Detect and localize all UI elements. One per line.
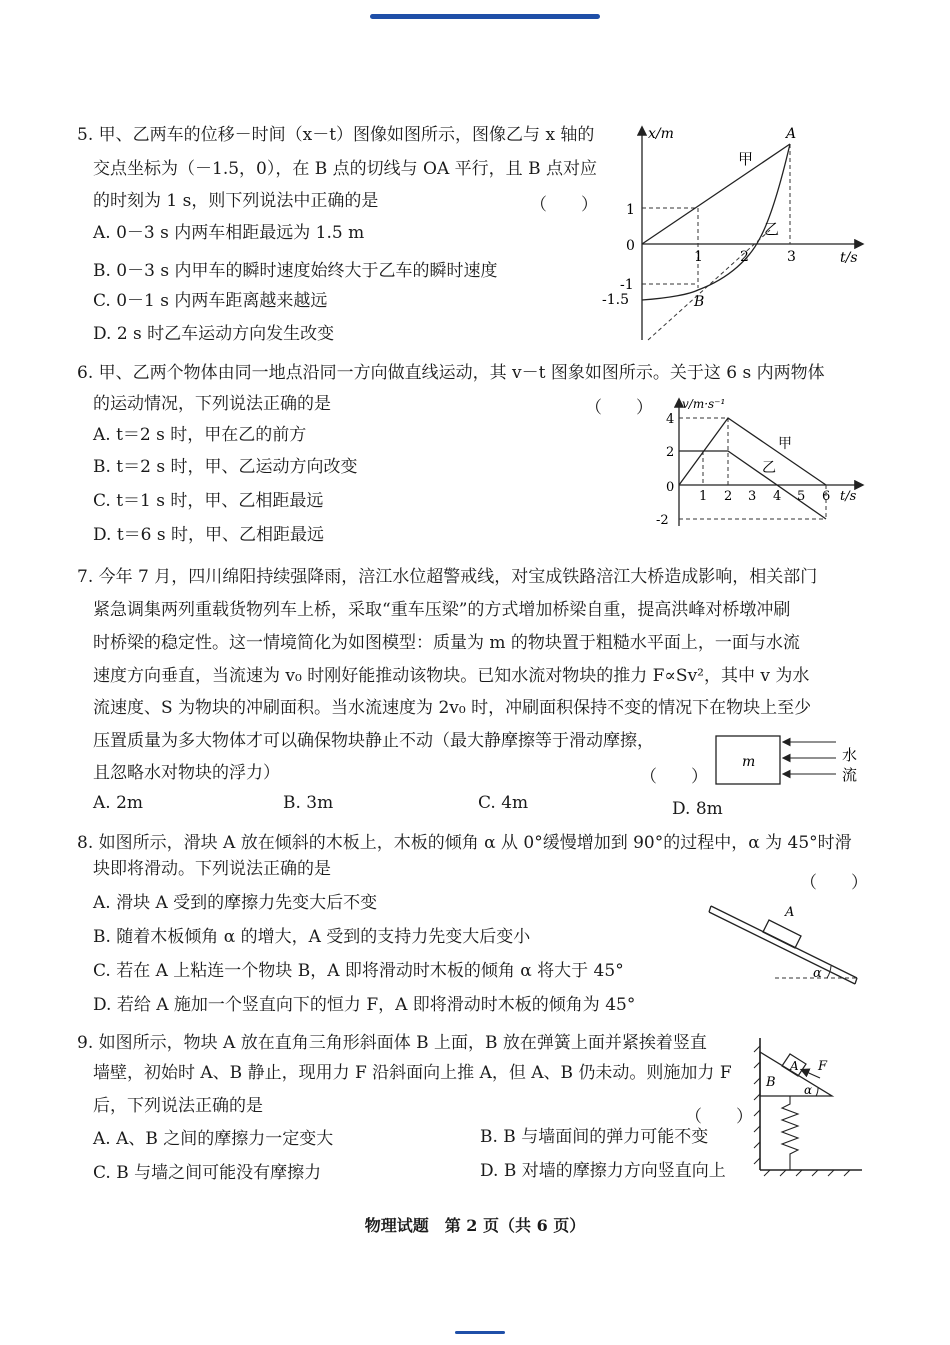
q6-option-b[interactable]: B. t＝2 s 时，甲、乙运动方向改变	[93, 457, 358, 477]
q8-board-end-left	[709, 906, 711, 912]
q6-stem-line-1: 6. 甲、乙两个物体由同一地点沿同一方向做直线运动，其 v－t 图象如图所示。关于这 6 s 内两物体	[77, 363, 825, 383]
q5-stem-line-1: 5. 甲、乙两车的位移－时间（x－t）图像如图所示，图像乙与 x 轴的	[77, 125, 595, 145]
q7-answer-blank[interactable]: （ ）	[640, 767, 708, 787]
bottom-decoration-bar	[455, 1331, 505, 1334]
q9-wall-hatch	[754, 1046, 760, 1164]
q6-stem-line-2: 的运动情况，下列说法正确的是	[93, 394, 331, 414]
q7-option-c[interactable]: C. 4m	[478, 793, 529, 813]
page-footer: 物理试题 第 2 页（共 6 页）	[364, 1216, 586, 1235]
q6-option-d[interactable]: D. t＝6 s 时，甲、乙相距最远	[93, 525, 325, 545]
q9-floor-hatch	[764, 1170, 850, 1176]
q5-stem-line-3: 的时刻为 1 s，则下列说法中正确的是	[93, 191, 379, 211]
q9-label-f: F	[818, 1059, 828, 1074]
q7-stem-line-2: 紧急调集两列重载货物列车上桥，采取“重车压梁”的方式增加桥梁自重，提高洪峰对桥墩冲刷	[93, 600, 791, 620]
q5-origin-label: 0	[626, 238, 635, 254]
q7-stem-line-5: 流速度、S 为物块的冲刷面积。当水流速度为 2v₀ 时，冲刷面积保持不变的情况下在物块上至少	[93, 698, 812, 718]
q5-ytick-minus1: -1	[620, 277, 634, 293]
q6-x-axis-label: t/s	[840, 489, 857, 504]
q7-option-d[interactable]: D. 8m	[672, 799, 723, 819]
q5-point-a: A	[786, 126, 797, 142]
q6-xtick-1: 1	[699, 489, 708, 504]
q9-wedge-figure	[750, 1032, 865, 1177]
q7-water-label-2: 流	[842, 766, 858, 784]
q5-label-jia: 甲	[738, 150, 754, 168]
q5-x-axis-label: t/s	[840, 250, 858, 266]
q6-vt-graph	[650, 394, 865, 534]
q9-option-b[interactable]: B. B 与墙面间的弹力可能不变	[480, 1127, 709, 1147]
q9-label-a: A	[790, 1059, 799, 1073]
q7-water-label-1: 水	[842, 746, 858, 764]
q6-xtick-6: 6	[822, 489, 831, 504]
q6-label-yi: 乙	[762, 460, 776, 476]
q9-spring	[782, 1096, 798, 1170]
q8-stem-line-2: 块即将滑动。下列说法正确的是	[93, 859, 331, 879]
q5-point-b: B	[694, 294, 705, 310]
q5-xtick-3: 3	[787, 249, 796, 265]
q5-y-axis-label: x/m	[648, 126, 674, 142]
q5-xtick-2: 2	[740, 249, 749, 265]
q5-ytick-minus1-5: -1.5	[602, 292, 629, 308]
q6-xtick-5: 5	[797, 489, 806, 504]
q7-stem-line-3: 时桥梁的稳定性。这一情境简化为如图模型：质量为 m 的物块置于粗糙水平面上，一面与水流	[93, 633, 800, 653]
q5-option-c[interactable]: C. 0－1 s 内两车距离越来越远	[93, 291, 328, 311]
q5-label-yi: 乙	[764, 220, 780, 238]
q9-stem-line-3: 后，下列说法正确的是	[93, 1096, 263, 1116]
q7-block-label: m	[742, 754, 756, 770]
q5-answer-blank[interactable]: （ ）	[530, 195, 598, 215]
q8-option-a[interactable]: A. 滑块 A 受到的摩擦力先变大后不变	[93, 893, 378, 913]
q8-option-b[interactable]: B. 随着木板倾角 α 的增大，A 受到的支持力先变大后变小	[93, 927, 531, 947]
q6-ytick-2: 2	[666, 445, 675, 460]
q6-origin-label: 0	[666, 480, 675, 495]
q6-xtick-4: 4	[773, 489, 782, 504]
q6-option-c[interactable]: C. t＝1 s 时，甲、乙相距最远	[93, 491, 324, 511]
q8-answer-blank[interactable]: （ ）	[800, 873, 868, 893]
q9-angle-label: α	[804, 1083, 813, 1097]
top-decoration-bar	[370, 14, 600, 19]
q7-stem-line-7: 且忽略水对物块的浮力）	[93, 763, 280, 783]
q6-label-jia: 甲	[778, 436, 792, 452]
q9-stem-line-1: 9. 如图所示，物块 A 放在直角三角形斜面体 B 上面，B 放在弹簧上面并紧挨着竖直	[77, 1033, 707, 1053]
q7-option-a[interactable]: A. 2m	[93, 793, 144, 813]
q7-stem-line-4: 速度方向垂直，当流速为 v₀ 时刚好能推动该物块。已知水流对物块的推力 F∝Sv²，其中 v 为水	[93, 666, 810, 686]
q5-xtick-1: 1	[694, 249, 703, 265]
q9-answer-blank[interactable]: （ ）	[685, 1107, 753, 1127]
q7-option-b[interactable]: B. 3m	[283, 793, 334, 813]
q8-board-end-right	[855, 978, 857, 984]
q5-option-d[interactable]: D. 2 s 时乙车运动方向发生改变	[93, 324, 335, 344]
q5-option-b[interactable]: B. 0－3 s 内甲车的瞬时速度始终大于乙车的瞬时速度	[93, 261, 498, 281]
q6-option-a[interactable]: A. t＝2 s 时，甲在乙的前方	[93, 425, 307, 445]
q6-answer-blank[interactable]: （ ）	[585, 398, 653, 418]
q7-stem-line-6: 压置质量为多大物体才可以确保物块静止不动（最大静摩擦等于滑动摩擦，	[93, 731, 654, 751]
q8-board-bottom	[709, 912, 855, 984]
q6-ytick-4: 4	[666, 412, 675, 427]
q8-option-d[interactable]: D. 若给 A 施加一个竖直向下的恒力 F，A 即将滑动时木板的倾角为 45°	[93, 995, 636, 1015]
q9-option-c[interactable]: C. B 与墙之间可能没有摩擦力	[93, 1163, 322, 1183]
q8-block-label: A	[785, 905, 795, 920]
q8-stem-line-1: 8. 如图所示，滑块 A 放在倾斜的木板上，木板的倾角 α 从 0°缓慢增加到 90°的过程中，α 为 45°时滑	[77, 833, 852, 853]
q6-ytick-minus2: -2	[656, 513, 669, 528]
q5-xt-graph	[600, 118, 870, 348]
q7-stem-line-1: 7. 今年 7 月，四川绵阳持续强降雨，涪江水位超警戒线，对宝成铁路涪江大桥造成影响，相关部门	[77, 567, 818, 587]
q6-y-axis-label: v/m·s⁻¹	[682, 397, 726, 411]
q9-option-d[interactable]: D. B 对墙的摩擦力方向竖直向上	[480, 1161, 726, 1181]
q9-stem-line-2: 墙壁，初始时 A、B 静止，现用力 F 沿斜面向上推 A，但 A、B 仍未动。则施加力 F	[93, 1063, 732, 1083]
q5-ytick-1: 1	[626, 202, 635, 218]
q5-option-a[interactable]: A. 0－3 s 内两车相距最远为 1.5 m	[93, 223, 365, 243]
q9-option-a[interactable]: A. A、B 之间的摩擦力一定变大	[93, 1129, 334, 1149]
q7-block-figure	[708, 730, 868, 790]
q8-angle-label: α	[813, 966, 822, 981]
q5-stem-line-2: 交点坐标为（－1.5，0），在 B 点的切线与 OA 平行，且 B 点对应	[93, 159, 597, 179]
q8-incline-figure	[705, 898, 865, 988]
q9-label-b: B	[766, 1075, 776, 1090]
q6-xtick-3: 3	[748, 489, 757, 504]
q6-xtick-2: 2	[724, 489, 733, 504]
q8-option-c[interactable]: C. 若在 A 上粘连一个物块 B，A 即将滑动时木板的倾角 α 将大于 45°	[93, 961, 624, 981]
q9-angle-arc	[816, 1088, 818, 1096]
